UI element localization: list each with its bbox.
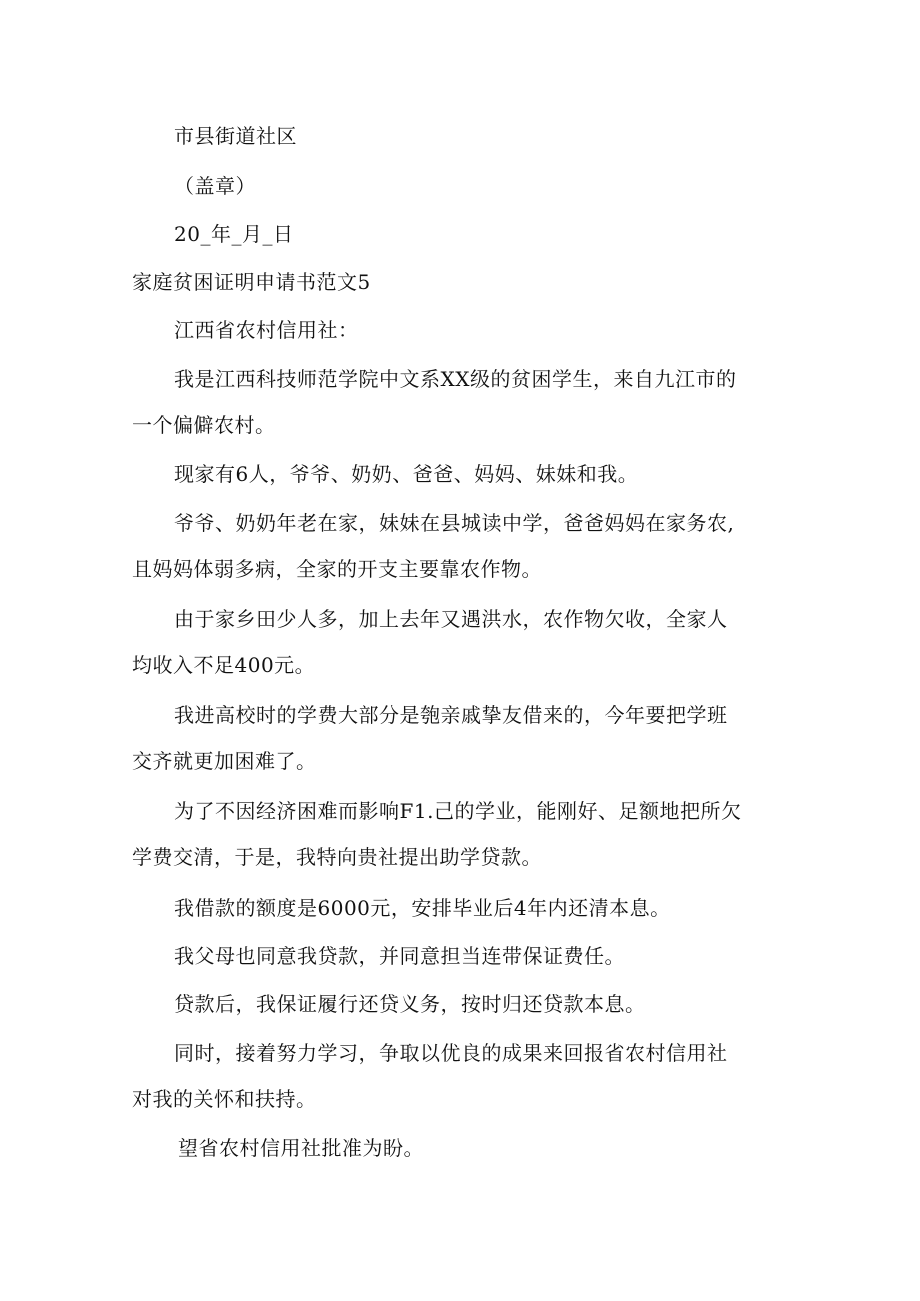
paragraph-7: 我借款的额度是6000元，安排毕业后4年内还清本息。 xyxy=(174,896,671,920)
paragraph-1: 我是江西科技师范学院中文系XX级的贫困学生，来自九江市的一个偏僻农村。 xyxy=(132,367,737,437)
date-line: 20_年_月_日 xyxy=(174,222,294,246)
office-line: 市县街道社区 xyxy=(174,124,297,148)
paragraph-9: 贷款后，我保证履行还贷义务，按时归还贷款本息。 xyxy=(174,992,646,1016)
paragraph-2: 现家有6人，爷爷、奶奶、爸爸、妈妈、妹妹和我。 xyxy=(174,462,639,486)
paragraph-11: 望省农村信用社批准为盼。 xyxy=(178,1136,424,1160)
paragraph-3: 爷爷、奶奶年老在家，妹妹在县城读中学，爸爸妈妈在家务农,且妈妈体弱多病，全家的开支主要靠农作物。 xyxy=(132,511,735,581)
salutation: 江西省农村信用社： xyxy=(174,318,359,342)
paragraph-4: 由于家乡田少人多，加上去年又遇洪水，农作物欠收，全家人均收入不足400元。 xyxy=(132,607,728,677)
paragraph-6: 为了不因经济困难而影响F1.己的学业，能刚好、足额地把所欠学费交清，于是，我特向贵社提出助学贷款。 xyxy=(132,799,742,869)
seal-line: （盖章） xyxy=(174,174,256,198)
document-title: 家庭贫困证明申请书范文5 xyxy=(132,270,371,294)
paragraph-8: 我父母也同意我贷款，并同意担当连带保证费任。 xyxy=(174,944,625,968)
paragraph-5: 我进高校时的学费大部分是匏亲戚挚友借来的，今年要把学班交齐就更加困难了。 xyxy=(132,703,728,773)
paragraph-10: 同时，接着努力学习，争取以优良的成果来回报省农村信用社对我的关怀和扶持。 xyxy=(132,1041,728,1111)
